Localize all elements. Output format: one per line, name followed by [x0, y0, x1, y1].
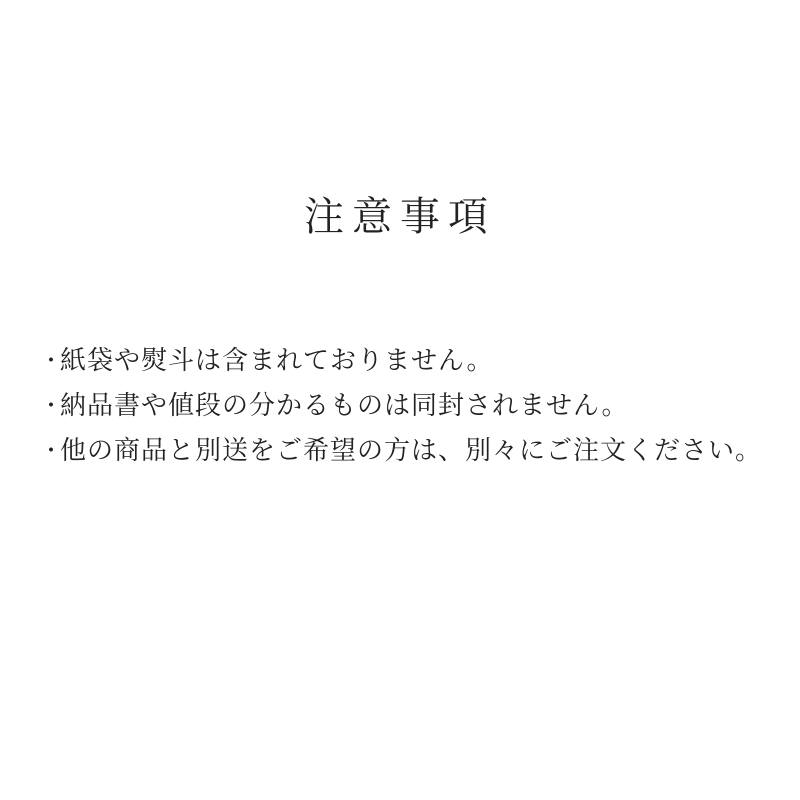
bullet-dot-icon: ・ [40, 438, 64, 463]
bullet-dot-icon: ・ [40, 348, 64, 373]
note-text: 他の商品と別送をご希望の方は、別々にご注文ください。 [60, 435, 763, 465]
note-item [40, 428, 780, 473]
page-title: 注意事項 [304, 194, 496, 239]
bullet-dot-icon: ・ [40, 393, 64, 418]
note-text: 納品書や値段の分かるものは同封されません。 [60, 390, 629, 420]
note-item [40, 383, 780, 428]
note-text: 紙袋や熨斗は含まれておりません。 [60, 345, 494, 375]
notes-list [40, 338, 780, 473]
note-item [40, 338, 780, 383]
